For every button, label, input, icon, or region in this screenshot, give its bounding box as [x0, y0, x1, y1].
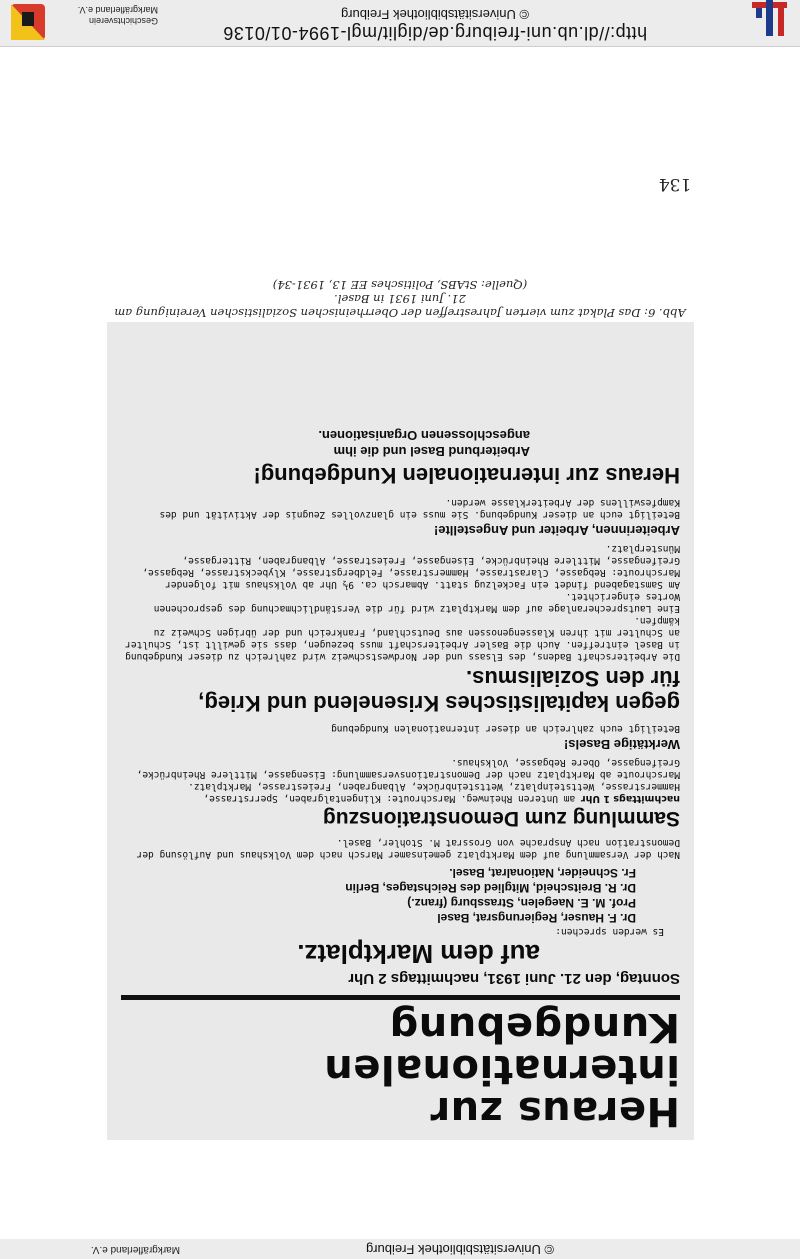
society-crest-icon — [8, 2, 52, 42]
university-logo-icon — [748, 0, 792, 42]
gathering-text: nachmittags 1 Uhr am Unteren Rheinweg. Marschroute: Klingentalgraben, Sperrstrasse, Hammerstrasse, Wettsteinplatz, Wettsteinbrücke, Albangraben, Freiestrasse, Marktplatz. Marschroute ab Marktplatz nach der Demonstrationsversammlung: Eisengasse, Mittlere Rheinbrücke, Greifengasse, Obere Rebgasse, Volkshaus. — [136, 757, 680, 804]
figure-caption: Abb. 6: Das Plakat zum vierten Jahrestreffen der Oberrheinischen Sozialistischen Vereinigung am 21. Juni 1931 in Basel. (Quelle: StABS, Politisches EE 13, 1931-34) — [114, 278, 686, 320]
signature: Arbeiterbund Basel und die ihm angeschlossenen Organisationen. — [318, 428, 530, 459]
body-paragraph: Eine Lautsprecheranlage auf dem Marktplatz wird für die Verständlichmachung des gesprochenen Wortes eingerichtet. — [153, 591, 680, 614]
body-paragraph: Die Arbeiterschaft Badens, des Elsass und der Nordwestschweiz wird zahlreich zu dieser Kundgebung in Basel eintreffen. Auch die Basler Arbeiterschaft muss bezeugen, dass sie gewillt ist, Schulter an Schulter mit ihren Klassengenossen aus Deutschland, Frankreich und der übrigen Schweiz zu kämpfen. — [125, 615, 680, 662]
viewer-footer — [0, 1239, 800, 1259]
gathering-title: Sammlung zum Demonstrationszug — [322, 807, 680, 830]
workers-text: Beteiligt euch zahlreich an dieser internationalen Kundgebung — [331, 723, 680, 734]
poster-date: Sonntag, den 21. Juni 1931, nachmittags 2 Uhr — [348, 970, 680, 987]
speaker: Prof. M. E. Naegelen, Strassburg (franz.) — [407, 896, 636, 910]
poster-place: auf dem Marktplatz. — [297, 939, 540, 969]
society-name: Geschichtsverein Markgräflerland e.V. — [77, 5, 158, 26]
footer-library: © Universitätsbibliothek Freiburg — [365, 1242, 555, 1257]
poster-image — [107, 322, 694, 1140]
after-assembly-text: Nach der Versammlung auf dem Marktplatz gemeinsamer Marsch nach dem Volkshaus und Auflösung der Demonstration nach Ansprache von Grossrat M. Stohler, Basel. — [136, 837, 680, 860]
poster-title-line1: Heraus zur — [429, 1088, 680, 1134]
speaker: Fr. Schneider, Nationalrat, Basel. — [449, 866, 636, 880]
body-paragraph: Am Samstagabend findet ein Fackelzug statt. Abmarsch ca. 9½ Uhr ab Volkshaus mit folgender Marschroute: Rebgasse, Clarastrasse, Hammerstrasse, Feldbergstrasse, Klybeckstrasse, Rebgasse, Greifengasse, Mittlere Rheinbrücke, Eisengasse, Freiestrasse, Albangraben, Rittergasse, Münsterplatz. — [142, 543, 680, 590]
crisis-headline: gegen kapitalistisches Krisenelend und Krieg, für den Sozialismus. — [198, 666, 680, 716]
poster-title-line2: internationalen Kundgebung — [323, 1004, 680, 1092]
workers2-text: Beteiligt euch an dieser Kundgebung. Sie muss ein glanzvolles Zeugnis der Aktivität und des Kampfeswillens der Arbeiterklasse werden. — [159, 497, 680, 520]
speaker: Dr. F. Hauser, Regierungsrat, Basel — [437, 911, 636, 925]
closing-headline: Heraus zur internationalen Kundgebung! — [253, 463, 680, 488]
source-url[interactable]: http://dl.ub.uni-freiburg.de/diglit/mgl-1994-01/0136 © Universitätsbibliothek Freiburg — [222, 7, 648, 43]
workers-title: Werktätige Basels! — [563, 737, 680, 752]
speakers-intro: Es werden sprechen: — [555, 926, 664, 937]
viewer-header — [0, 0, 800, 47]
speaker: Dr. R. Breitscheid, Mitglied des Reichstages, Berlin — [345, 881, 636, 895]
page-number: 134 — [658, 174, 692, 194]
poster-divider — [121, 995, 680, 1000]
footer-society: Markgräflerland e.V. — [90, 1244, 180, 1255]
workers2-title: Arbeiterinnen, Arbeiter und Angestellte! — [433, 523, 680, 538]
